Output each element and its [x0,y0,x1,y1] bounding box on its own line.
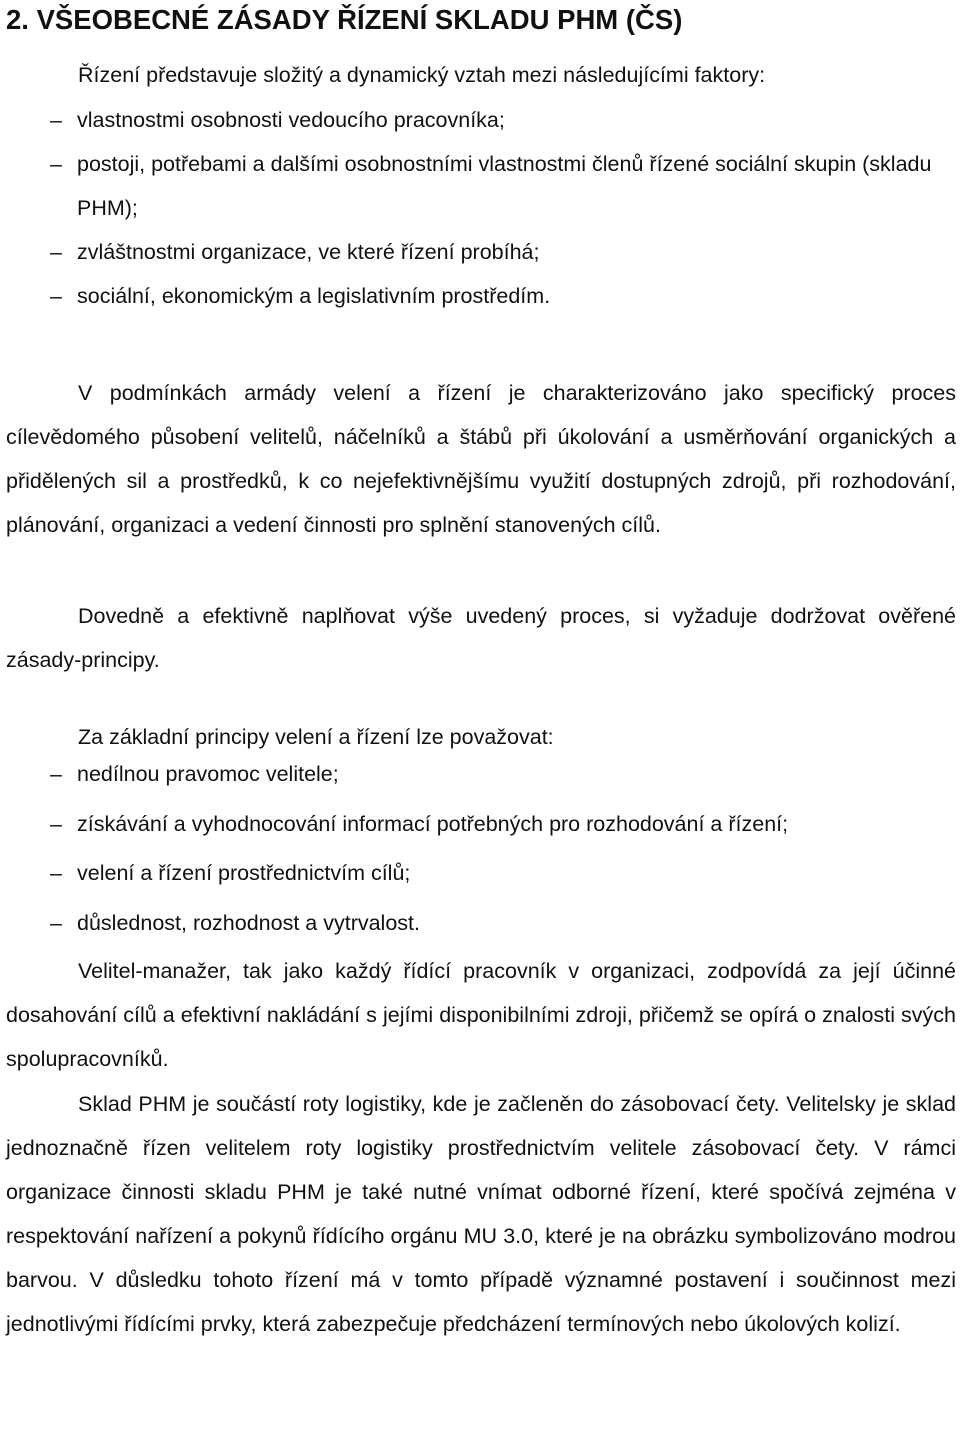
list-item-text: získávání a vyhodnocování informací potřebných pro rozhodování a řízení; [77,811,789,836]
dash-bullet: – [50,152,62,176]
paragraph-fuel-depot: Sklad PHM je součástí roty logistiky, kde je začleněn do zásobovací čety. Velitelsky je sklad jednoznačně řízen velitelem roty logistiky prostřednictvím velitele zásobovací čety. V rámci organizace činnosti skladu PHM je také nutné vnímat odborné řízení, které spočívá zejména v respektování nařízení a pokynů řídícího orgánu MU 3.0, které je na obrázku symbolizováno modrou barvou. V důsledku tohoto řízení má v tomto případě významné postavení i součinnost mezi jednotlivými řídícími prvky, která zabezpečuje předcházení termínových nebo úkolových kolizí. [6,1092,956,1336]
list-item-text: sociální, ekonomickým a legislativním prostředím. [77,284,551,308]
factors-list [6,98,951,318]
dash-bullet: – [50,861,62,885]
list-item [6,849,951,899]
list-item [6,230,951,274]
intro-sentence: Řízení představuje složitý a dynamický vztah mezi následujícími faktory: [78,63,766,87]
list-item [6,98,951,142]
list-item [6,800,951,850]
dash-bullet: – [50,762,62,786]
dash-bullet: – [50,108,62,132]
paragraph-principles-note: Dovedně a efektivně naplňovat výše uvedený proces, si vyžaduje dodržovat ověřené zásady-principy. [6,604,956,672]
list-item-text: důslednost, rozhodnost a vytrvalost. [77,910,420,935]
dash-bullet: – [50,910,62,935]
principles-list [6,750,951,948]
list-item [6,899,951,949]
list-item [6,274,951,318]
dash-bullet: – [50,240,62,264]
list-item-text: vlastnostmi osobnosti vedoucího pracovníka; [77,108,505,132]
list-item-text: velení a řízení prostřednictvím cílů; [77,861,411,885]
list-item-text: postoji, potřebami a dalšími osobnostními vlastnostmi členů řízené sociální skupin (skladu PHM); [77,152,932,220]
list-item [6,142,951,230]
list-item-text: zvláštnostmi organizace, ve které řízení probíhá; [77,240,540,264]
section-heading: 2. VŠEOBECNÉ ZÁSADY ŘÍZENÍ SKLADU PHM (ČS) [6,4,683,35]
dash-bullet: – [50,284,62,308]
principles-intro: Za základní principy velení a řízení lze považovat: [78,725,554,749]
dash-bullet: – [50,811,62,836]
list-item [6,750,951,800]
list-item-text: nedílnou pravomoc velitele; [77,762,339,786]
paragraph-army-command: V podmínkách armády velení a řízení je charakterizováno jako specifický proces cílevědomého působení velitelů, náčelníků a štábů při úkolování a usměrňování organických a přidělených sil a prostředků, k co nejefektivnějšímu využití dostupných zdrojů, při rozhodování, plánování, organizaci a vedení činnosti pro splnění stanovených cílů. [6,381,956,537]
paragraph-commander-manager: Velitel-manažer, tak jako každý řídící pracovník v organizaci, zodpovídá za její účinné dosahování cílů a efektivní nakládání s jejími disponibilními zdroji, přičemž se opírá o znalosti svých spolupracovníků. [6,959,956,1071]
